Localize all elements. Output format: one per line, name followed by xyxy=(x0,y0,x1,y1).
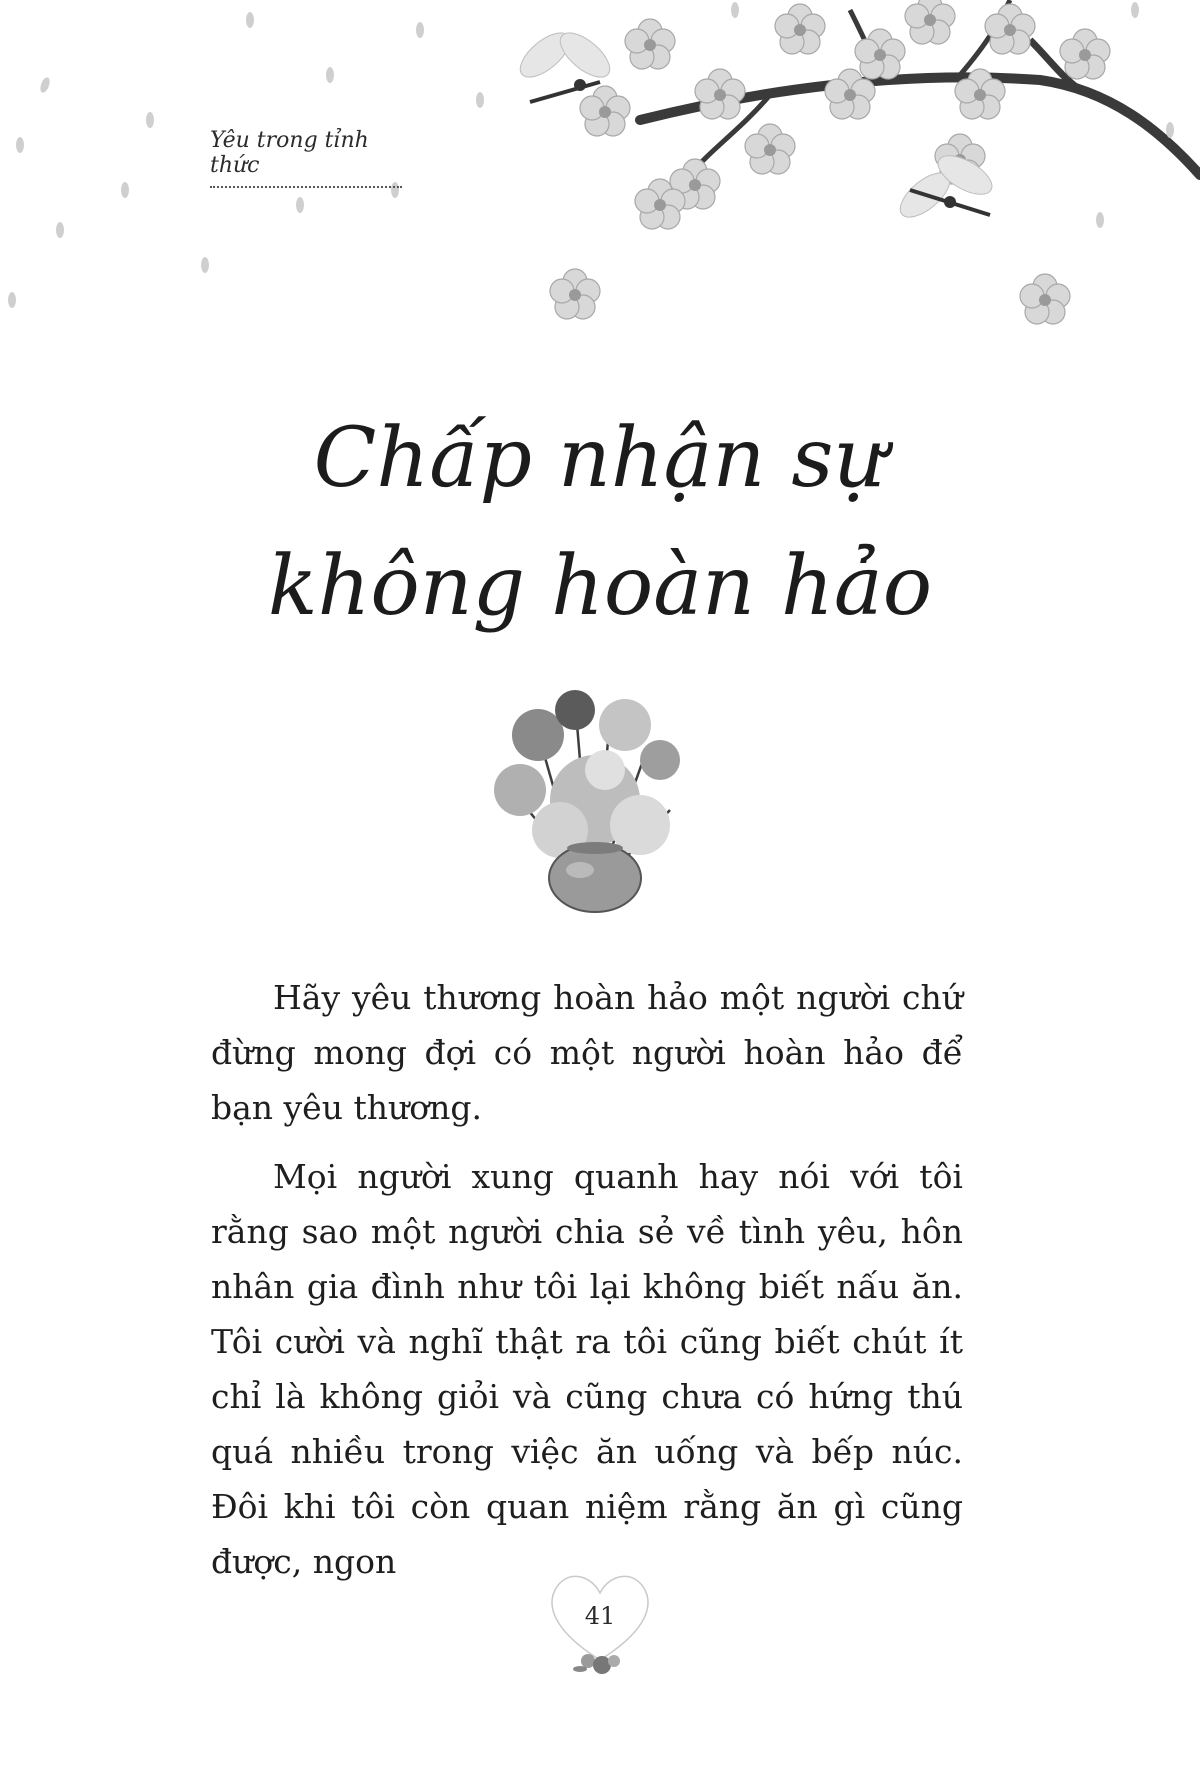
paragraph: Hãy yêu thương hoàn hảo một người chứ đừng mong đợi có một người hoàn hảo để bạn yêu thương. xyxy=(211,978,963,1127)
page-footer xyxy=(540,1565,660,1685)
cherry-blossom-branch-icon xyxy=(0,0,1200,360)
page-number: 41 xyxy=(584,1602,616,1630)
body-text xyxy=(211,970,963,1603)
chapter-title-line-1: Chấp nhận sự xyxy=(313,411,887,506)
paragraph: Mọi người xung quanh hay nói với tôi rằng sao một người chia sẻ về tình yêu, hôn nhân gia đình như tôi lại không biết nấu ăn. Tôi cười và nghĩ thật ra tôi cũng biết chút ít chỉ là không giỏi và cũng chưa có hứng thú quá nhiều trong việc ăn uống và bếp núc. Đôi khi tôi còn quan niệm rằng ăn gì cũng được, ngon xyxy=(211,1157,963,1581)
chapter-title xyxy=(0,395,1200,651)
flower-vase-icon xyxy=(480,680,710,920)
chapter-title-line-2: không hoàn hảo xyxy=(267,539,933,634)
running-header: Yêu trong tỉnh thức xyxy=(210,128,402,188)
